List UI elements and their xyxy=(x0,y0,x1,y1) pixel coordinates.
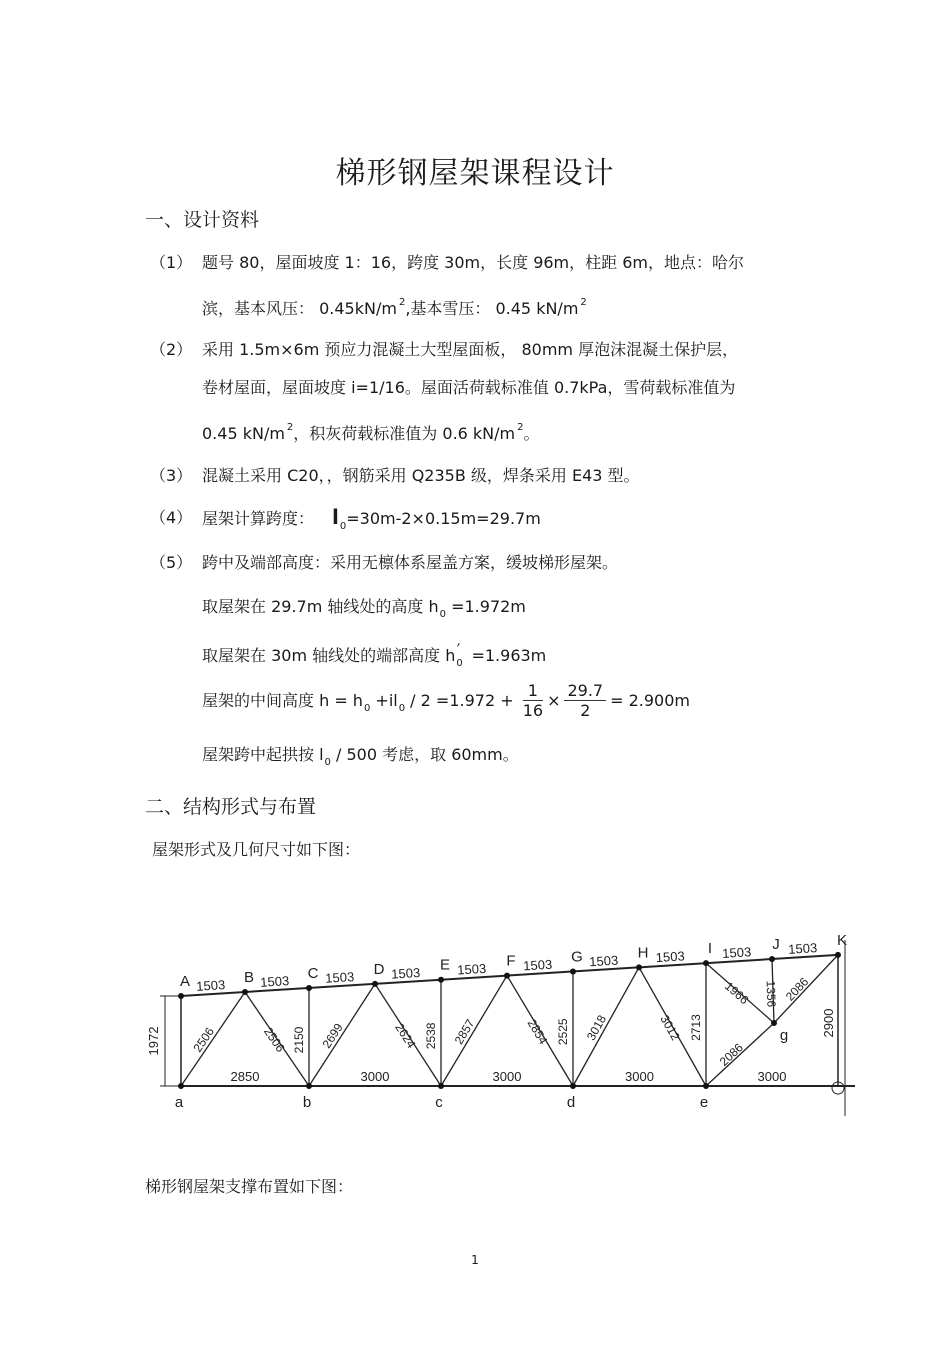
node-letter-A: A xyxy=(179,973,191,990)
top-segment-label-8: 1503 xyxy=(655,948,686,966)
member-label-gK: 2086 xyxy=(782,974,812,1004)
top-segment-label-10: 1503 xyxy=(787,940,818,957)
member-label-Ig: 1966 xyxy=(721,978,752,1008)
fraction-1-16: $\frac{1}{16}$ xyxy=(522,681,544,720)
item-1-line-1: 题号 80，屋面坡度 1：16，跨度 30m，长度 96m，柱距 6m，地点：哈尔 xyxy=(202,253,744,272)
top-segment-label-6: 1503 xyxy=(522,956,553,974)
member-label-Fd: 2854 xyxy=(524,1016,551,1047)
truss-intro-text: 屋架形式及几何尺寸如下图： xyxy=(152,840,361,859)
node-letter-g: g xyxy=(779,1027,789,1044)
member-label-He: 3012 xyxy=(657,1012,683,1043)
member-label-Dc: 2624 xyxy=(392,1020,419,1051)
node-letter-G: G xyxy=(571,948,583,966)
node-D xyxy=(372,981,378,987)
node-letter-d: d xyxy=(566,1094,576,1111)
node-b xyxy=(306,1083,312,1089)
item-number-1: （1） xyxy=(150,253,193,272)
node-letter-F: F xyxy=(506,952,516,970)
bottom-segment-label-5: 3000 xyxy=(757,1069,787,1084)
node-letter-e: e xyxy=(699,1094,709,1111)
node-E xyxy=(438,977,444,983)
page-title: 梯形钢屋架课程设计 xyxy=(335,156,615,191)
top-segment-label-5: 1503 xyxy=(456,960,487,978)
node-letter-K: K xyxy=(836,931,848,949)
end-height-label: 1972 xyxy=(146,1026,161,1056)
node-letter-J: J xyxy=(772,936,780,954)
node-letter-E: E xyxy=(439,956,451,974)
node-letter-I: I xyxy=(707,940,713,958)
node-d xyxy=(570,1083,576,1089)
member-label-dH: 3018 xyxy=(583,1012,610,1043)
bottom-segment-label-1: 2850 xyxy=(230,1069,260,1084)
node-letter-c: c xyxy=(435,1094,443,1111)
page-number: 1 xyxy=(471,1253,479,1267)
top-segment-label-1: 1503 xyxy=(195,977,226,994)
member-label-cF: 2857 xyxy=(451,1016,478,1047)
member-label-bC: 2150 xyxy=(292,1026,306,1054)
section-heading-design-data: 一、设计资料 xyxy=(145,209,260,231)
member-label-Jg: 1356 xyxy=(763,980,779,1008)
node-G xyxy=(570,968,576,974)
section-heading-structure: 二、结构形式与布置 xyxy=(145,796,317,818)
node-H xyxy=(636,964,642,970)
item-number-4: （4） xyxy=(150,508,193,527)
camber-line: 屋架跨中起拱按 $l_0 / 500$ 考虑，取 60mm。 xyxy=(202,745,519,768)
item-4-text: 屋架计算跨度： $l_0=30m-2\times 0.15m=29.7m$ xyxy=(202,505,541,532)
item-1-line-2: 滨，基本风压： 0.45kN/m $^2$,基本雪压： 0.45 kN/m $^2$ xyxy=(202,297,587,318)
node-letter-H: H xyxy=(637,944,649,962)
support-layout-text: 梯形钢屋架支撑布置如下图： xyxy=(145,1177,354,1196)
node-letter-D: D xyxy=(373,960,385,978)
top-segment-label-2: 1503 xyxy=(259,973,290,990)
fraction-29.7-2: $\frac{29.7}{2}$ xyxy=(564,682,606,721)
member-label-Bb: 2506 xyxy=(261,1024,288,1055)
node-J xyxy=(769,956,775,962)
node-letter-b: b xyxy=(302,1094,312,1111)
bottom-segment-label-2: 3000 xyxy=(360,1069,390,1084)
bottom-segment-label-4: 3000 xyxy=(625,1069,654,1084)
bottom-segment-label-3: 3000 xyxy=(492,1069,522,1084)
h0-prime-line: 取屋架在 30m 轴线处的端部高度 $h_0' =1.963m$ xyxy=(202,640,547,669)
member-label-dG: 2525 xyxy=(556,1018,570,1046)
node-letter-a: a xyxy=(174,1094,184,1111)
item-2-line-1: 采用 1.5m×6m 预应力混凝土大型屋面板， 80mm 厚泡沫混凝土保护层， xyxy=(202,340,739,359)
member-label-aB: 2506 xyxy=(190,1024,217,1055)
node-B xyxy=(242,989,248,995)
node-K xyxy=(835,952,841,958)
member-label-eg: 2086 xyxy=(716,1040,746,1069)
h0-line: 取屋架在 29.7m 轴线处的高度 $h_0 =1.972m$ xyxy=(202,597,526,620)
node-letter-B: B xyxy=(243,968,255,986)
node-g xyxy=(771,1020,777,1026)
member-label-bD: 2699 xyxy=(319,1020,346,1051)
member-label-eI: 2713 xyxy=(689,1014,703,1041)
node-c xyxy=(438,1083,444,1089)
item-number-3: （3） xyxy=(150,466,193,485)
node-a xyxy=(178,1083,184,1089)
truss-diagram xyxy=(0,920,950,1130)
item-number-5: （5） xyxy=(150,553,193,572)
node-C xyxy=(306,985,312,991)
mid-height-label: 2900 xyxy=(821,1008,836,1038)
item-2-line-2: 卷材屋面，屋面坡度 i=1/16。屋面活荷载标准值 0.7kPa，雪荷载标准值为 xyxy=(202,378,736,397)
node-I xyxy=(703,960,709,966)
node-letter-C: C xyxy=(307,964,319,982)
top-segment-label-4: 1503 xyxy=(390,964,421,982)
top-segment-label-9: 1503 xyxy=(721,944,752,961)
item-3-text: 混凝土采用 C20，，钢筋采用 Q235B 级，焊条采用 E43 型。 xyxy=(202,466,640,485)
top-segment-label-7: 1503 xyxy=(588,952,619,970)
top-segment-label-3: 1503 xyxy=(324,969,355,986)
item-5-text: 跨中及端部高度：采用无檩体系屋盖方案，缓坡梯形屋架。 xyxy=(202,553,619,572)
h-formula-line: 屋架的中间高度 $h = h_0 +il_0 / 2 =1.972$ + $\frac{1}{16}$ × $\frac{29.7}{2}$ = 2.900m xyxy=(202,681,690,720)
node-A xyxy=(178,993,184,999)
item-2-line-3: 0.45 kN/m $^2$，积灰荷载标准值为 0.6 kN/m $^2$。 xyxy=(202,422,540,443)
member-label-cE: 2538 xyxy=(424,1022,438,1050)
item-number-2: （2） xyxy=(150,340,193,359)
node-F xyxy=(504,973,510,979)
node-e xyxy=(703,1083,709,1089)
